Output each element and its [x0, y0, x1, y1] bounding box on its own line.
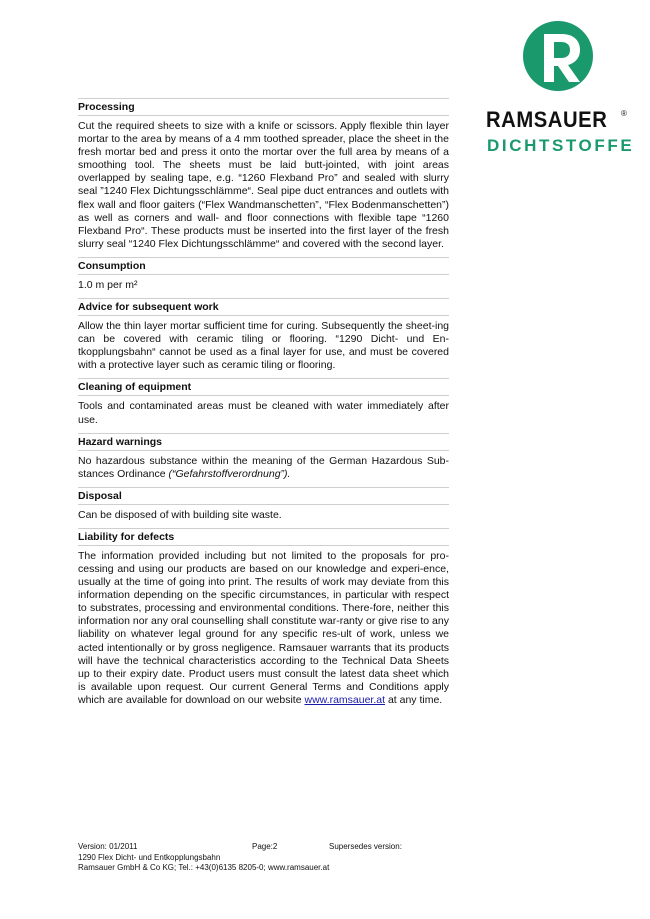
- section-title: Liability for defects: [78, 528, 449, 546]
- section-title: Processing: [78, 98, 449, 116]
- footer-supersedes: Supersedes version:: [329, 842, 402, 851]
- section-title: Consumption: [78, 257, 449, 275]
- datasheet-content: [78, 98, 449, 713]
- company-logo: [478, 14, 648, 154]
- section-body: Can be disposed of with building site waste.: [78, 508, 282, 521]
- section-liability: [78, 528, 449, 707]
- logo-subtitle: DICHTSTOFFE: [487, 136, 635, 155]
- logo-name: RAMSAUER: [486, 107, 608, 132]
- footer-company-info: Ramsauer GmbH & Co KG; Tel.: +43(0)6135 8205-0; www.ramsauer.at: [78, 863, 330, 872]
- registered-mark: ®: [621, 109, 627, 118]
- section-body: Allow the thin layer mortar sufficient time for curing. Subsequently the sheet-ing can be covered with ceramic tiling or flooring. “1290 Dicht- und En-tkopplungsbahn“ cannot be used as a final layer for use, and must be covered with a protective layer such as ceramic tiling or flooring.: [78, 320, 449, 372]
- footer-version: Version: 01/2011: [78, 842, 138, 851]
- section-body: Cut the required sheets to size with a knife or scissors. Apply flexible thin layer mortar to the area by means of a 4 mm toothed spreader, place the sheet in the fresh mortar bed and press it onto the mortar over the full area by means of a smoothing tool. The sheets must be laid butt-jointed, with joint areas overlapped by sealing tape, e.g. “1260 Flexband Pro” and sealed with slurry seal ”1240 Flex Dichtungsschlämme“. Seal pipe duct entrances and outlets with flex wall and floor gaiters (“Flex Wandmanschetten”, “Flex Bodenmanschetten”) as well as corners and wall- and floor connections with flexible tape “1260 Flexband Pro“. These products must be inserted into the first layer of the fresh slurry seal “1240 Flex Dichtungsschlämme“ and covered with the second layer.: [78, 120, 449, 250]
- section-consumption: [78, 257, 449, 292]
- liability-text-end: at any time.: [387, 693, 443, 706]
- website-link[interactable]: www.ramsauer.at: [304, 693, 386, 706]
- section-body: Tools and contaminated areas must be cleaned with water immediately after use.: [78, 400, 449, 426]
- hazard-ordinance-name: (“Gefahrstoffverordnung”).: [168, 467, 291, 480]
- hazard-text: No hazardous substance within the meaning of the German Hazardous Sub-stances Ordinance: [78, 454, 449, 480]
- footer-meta-row: [78, 842, 498, 853]
- footer-page-number: Page:2: [252, 842, 278, 851]
- section-title: Advice for subsequent work: [78, 298, 449, 316]
- section-title: Hazard warnings: [78, 433, 449, 451]
- section-processing: [78, 98, 449, 251]
- liability-text: The information provided including but not limited to the proposals for pro-cessing and using our products are based on our knowledge and experi-ence, usually at the time of going into print. The results of work may deviate from this information depending on the specific circumstances, in particular with respect to substrates, processing and environmental conditions. There-fore, neither this information nor any oral counselling shall constitute war-ranty or give rise to any liability on whatever legal ground for any specific res-ult of work, unless we acted intentionally or by gross negligence. Ramsauer warrants that its products will have the technical characteristics according to the Technical Data Sheets up to their expiry date. Product users must consult the latest data sheet which is available upon request. Our current General Terms and Conditions apply which are available for download on our website: [78, 549, 449, 706]
- section-title: Cleaning of equipment: [78, 378, 449, 396]
- section-body: [78, 455, 449, 481]
- section-disposal: [78, 487, 449, 522]
- footer-product-name: 1290 Flex Dicht- und Entkopplungsbahn: [78, 852, 221, 862]
- section-hazard-warnings: [78, 433, 449, 481]
- section-title: Disposal: [78, 487, 449, 505]
- page-footer: [78, 842, 498, 874]
- section-body: [78, 550, 449, 707]
- section-body: 1.0 m per m²: [78, 278, 138, 291]
- section-subsequent-work: [78, 298, 449, 372]
- ramsauer-r-emblem-icon: [522, 20, 594, 92]
- section-cleaning: [78, 378, 449, 426]
